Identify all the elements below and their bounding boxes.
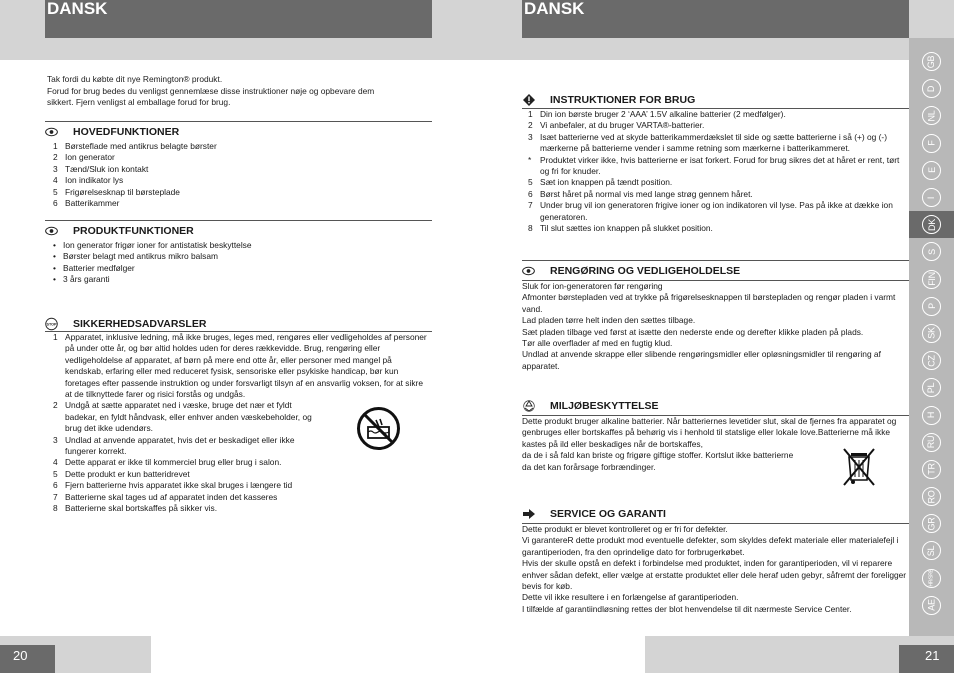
language-code: FIN <box>926 272 937 286</box>
eye-icon <box>45 127 58 137</box>
language-code: TR <box>926 463 937 476</box>
arrow-right-icon <box>522 509 535 519</box>
list-item-number: 6 <box>53 198 58 209</box>
list-item-number: • <box>53 240 56 250</box>
list-item-number: • <box>53 251 56 262</box>
section-title: MILJØBESKYTTELSE <box>550 400 659 412</box>
language-code: CZ <box>926 354 937 367</box>
language-code: H <box>926 411 937 419</box>
list-item-text: Apparatet, inklusive ledning, må ikke bruges, leges med, rengøres eller vedligeholdes af personer på under otte år, og bør altid holdes uden for deres rækkevidde. Brug, rengøring eller vedligeholdelse af apparatet, af børn på mere end otte år, eller personer med mangel på kendskab, erfaring eller med reduceret fysisk, sensoriske eller psykiske handicap, bør kun foretages efter passende instruktion og under forsvarligt tilsyn af en ansvarlig voksen, for at sikre at de tilknyttede farer og risici forstås og undgås. <box>65 332 427 400</box>
language-circle <box>922 324 941 343</box>
language-tab-sl[interactable] <box>909 537 954 564</box>
service-text: Dette produkt er blevet kontrolleret og er fri for defekter. Vi garantereR dette produkt mod eventuelle defekter, som skyldes defekt materiale eller materialefejl i garantiperioden, fra den oprindelige dato for forbrugerkøbet. Hvis der skulle opstå en defekt i forbindelse med produktet, inden for garantiperioden, vil vi reparere enhver sådan defekt, eller vælge at erstatte produktet eller dele heraf uden gebyr, såfremt der foreligger bevis for køb. Dette vil ikke resultere i en forlængelse af garantiperioden. I tilfælde af garantiindløsning rettes der blot henvendelse til dit nærmeste Service Center. <box>522 523 909 615</box>
list-item <box>51 251 432 262</box>
language-circle <box>922 487 941 506</box>
list-item-number: • <box>53 262 56 273</box>
list-item-number: 2 <box>528 120 533 131</box>
list-item-text: Frigørelsesknap til børsteplade <box>65 186 180 197</box>
list-item <box>53 198 432 209</box>
list-item-number: 3 <box>53 434 58 445</box>
language-code: AE <box>926 599 937 612</box>
section-title: SERVICE OG GARANTI <box>550 508 666 520</box>
intro-line: Tak fordi du købte dit nye Remington® produkt. <box>47 74 223 84</box>
section-title: SIKKERHEDSADVARSLER <box>73 318 207 330</box>
list-item <box>53 164 432 175</box>
list-item-text: Batterikammer <box>65 198 120 209</box>
language-code: SL <box>926 545 937 557</box>
language-code: E <box>926 167 937 174</box>
language-code: HR/SRB <box>928 569 935 587</box>
language-code: D <box>926 85 937 92</box>
list-item-text: Batterier medfølger <box>63 262 135 273</box>
list-item-text: Børst håret på normal vis med lange strøg gennem håret. <box>540 188 753 199</box>
intro-line: sikkert. Fjern venligst al emballage forud for brug. <box>47 97 231 107</box>
language-code: S <box>926 249 937 255</box>
list-item <box>53 480 432 491</box>
list-item-number: 8 <box>53 503 58 514</box>
list-item <box>51 240 432 251</box>
list-item-number: 2 <box>53 152 58 163</box>
language-circle <box>922 514 941 533</box>
language-code: PL <box>926 382 937 394</box>
list-item-number: 3 <box>528 131 533 142</box>
language-tab-s[interactable] <box>909 238 954 265</box>
list-item-number: 6 <box>53 480 58 491</box>
language-tab-nl[interactable] <box>909 102 954 129</box>
eye-icon <box>522 266 535 276</box>
language-code: P <box>926 303 937 310</box>
language-circle <box>922 541 941 560</box>
language-tab-dk[interactable] <box>909 211 954 238</box>
list-item <box>53 492 432 503</box>
list-item-text: Isæt batterierne ved at skyde batterikammerdækslet til side og sætte batterierne i så (+) og (-) mærkerne på batterierne vender i samme retning som mærkerne i batterikammeret. <box>540 131 888 154</box>
eye-icon <box>45 226 58 236</box>
language-circle <box>922 215 941 234</box>
language-circle <box>922 596 941 615</box>
language-code: RU <box>926 436 937 449</box>
language-code: GB <box>926 55 937 68</box>
list-item <box>528 189 909 200</box>
list-item-number: 5 <box>528 177 533 188</box>
list-item-text: Fjern batterierne hvis apparatet ikke skal bruges i længere tid <box>65 480 293 491</box>
page-title-right: DANSK <box>522 0 909 38</box>
list-item-number: 7 <box>53 491 58 502</box>
list-item-text: Til slut sættes ion knappen på slukket position. <box>540 223 713 234</box>
list-item <box>528 155 909 178</box>
list-item-number: 1 <box>53 141 58 151</box>
section-rengoring <box>522 260 909 372</box>
list-item-text: Tænd/Sluk ion kontakt <box>65 163 149 174</box>
list-item <box>53 332 432 400</box>
recycle-icon <box>522 401 535 411</box>
language-circle <box>922 569 941 588</box>
list-item-number: • <box>53 274 56 285</box>
list-item-number: 5 <box>53 468 58 479</box>
list-item-text: Undlad at anvende apparatet, hvis det er beskadiget eller ikke fungerer korrekt. <box>65 434 295 457</box>
list-item-number: 6 <box>528 188 533 199</box>
list-item-text: Batterierne skal bortskaffes på sikker vis. <box>65 503 218 514</box>
list-item <box>51 274 432 285</box>
language-tab-hr-srb[interactable] <box>909 565 954 592</box>
language-tab-ae[interactable] <box>909 592 954 619</box>
list-item-text: Undgå at sætte apparatet ned i væske, bruge det nær et fyldt badekar, en fyldt håndvask, eller enhver anden væskebeholder, og brug det ikke udendørs. <box>65 400 312 434</box>
language-circle <box>922 406 941 425</box>
list-item-text: Ion generator frigør ioner for antistatisk beskyttelse <box>63 240 252 250</box>
feature-list <box>45 240 432 286</box>
section-title: PRODUKTFUNKTIONER <box>73 225 194 237</box>
language-circle <box>922 106 941 125</box>
list-item-text: Ion generator <box>65 152 115 163</box>
feature-list <box>45 141 432 209</box>
language-tab-fin[interactable] <box>909 266 954 293</box>
language-circle <box>922 79 941 98</box>
language-tab-gb[interactable] <box>909 48 954 75</box>
list-item-text: Børsteflade med antikrus belagte børster <box>65 141 217 151</box>
list-item-text: Vi anbefaler, at du bruger VARTA®-batterier. <box>540 120 705 131</box>
language-circle <box>922 270 941 289</box>
intro-line: Forud for brug bedes du venligst gennemlæse disse instruktioner nøje og opbevare dem <box>47 85 375 96</box>
stop-icon-label: STOP <box>46 322 57 327</box>
language-circle <box>922 188 941 207</box>
language-circle <box>922 242 941 261</box>
section-service <box>522 504 909 615</box>
stop-icon <box>45 319 58 329</box>
language-circle <box>922 297 941 316</box>
language-tab-ro[interactable] <box>909 483 954 510</box>
language-code: DK <box>926 218 937 231</box>
list-item-text: Produktet virker ikke, hvis batterierne er isat forkert. Forud for brug sikres det at håret er rent, tørt og fri for knuder. <box>540 154 900 177</box>
list-item <box>53 141 432 152</box>
list-item <box>53 457 432 468</box>
language-circle <box>922 134 941 153</box>
section-hovedfunktioner <box>45 121 432 209</box>
language-code: RO <box>926 490 937 504</box>
language-tab-p[interactable] <box>909 293 954 320</box>
instruction-list <box>522 109 909 234</box>
list-item-number: 8 <box>528 223 533 234</box>
list-item <box>528 177 909 188</box>
language-circle <box>922 378 941 397</box>
list-item <box>528 132 909 155</box>
language-tab-cz[interactable] <box>909 347 954 374</box>
language-code: GR <box>926 517 937 531</box>
list-item-number: 3 <box>53 163 58 174</box>
list-item-text: Din ion børste bruger 2 ‘AAA’ 1.5V alkaline batterier (2 medfølger). <box>540 109 786 119</box>
language-tab-sk[interactable] <box>909 320 954 347</box>
language-circle <box>922 433 941 452</box>
list-item <box>53 469 432 480</box>
language-tab-f[interactable] <box>909 130 954 157</box>
section-title: INSTRUKTIONER FOR BRUG <box>550 94 696 106</box>
language-tab-pl[interactable] <box>909 374 954 401</box>
language-code: SK <box>926 327 937 340</box>
list-item-text: Batterierne skal tages ud af apparatet inden det kasseres <box>65 491 278 502</box>
intro-text <box>47 74 427 109</box>
weee-bin-icon <box>840 447 878 487</box>
list-item <box>53 187 432 198</box>
section-title: RENGØRING OG VEDLIGEHOLDELSE <box>550 265 741 277</box>
list-item <box>528 200 909 223</box>
list-item <box>51 263 432 274</box>
language-tab-d[interactable] <box>909 75 954 102</box>
language-code: NL <box>926 110 937 122</box>
list-item-text: Sæt ion knappen på tændt position. <box>540 177 673 188</box>
environment-text: Dette produkt bruger alkaline batterier. Når batteriernes levetider slut, skal de fjernes fra apparatet og genbruges eller bortskaffes på behørig vis i henhold til statslige eller lokale love.Batterierne må ikke kastes på ild eller beskadiges når de bortskaffes, da de i så fald kan briste og frigøre giftige stoffer. Kortslut ikke batterierne da det kan forårsage forbrændinger. <box>522 415 909 473</box>
list-item-text: 3 års garanti <box>63 274 110 285</box>
language-tab-ru[interactable] <box>909 429 954 456</box>
language-circle <box>922 351 941 370</box>
language-tab-i[interactable] <box>909 184 954 211</box>
warning-icon <box>522 95 535 105</box>
list-item <box>528 109 909 120</box>
list-item <box>53 503 432 514</box>
section-title: HOVEDFUNKTIONER <box>73 126 180 138</box>
language-tab-list <box>909 48 954 619</box>
cleaning-text: Sluk for ion-generatoren før rengøring Afmonter børstepladen ved at trykke på frigørelsesknappen til børstepladen og rengør pladen i varmt vand. Lad pladen tørre helt inden den sættes tilbage. Sæt pladen tilbage ved først at isætte den nederste ende og derefter klikke pladen på plads. Tør alle overflader af med en fugtig klud. Undlad at anvende skrappe eller slibende rengøringsmidler eller opløsningsmidler til rengøring af apparatet. <box>522 280 909 372</box>
language-code: I <box>926 196 937 199</box>
language-code: F <box>926 140 937 146</box>
list-item-number: 2 <box>53 400 58 411</box>
list-item-text: Ion indikator lys <box>65 175 124 186</box>
language-circle <box>922 161 941 180</box>
section-instruktioner <box>522 90 909 234</box>
list-item <box>528 223 909 234</box>
page-number-left: 20 <box>0 645 55 673</box>
language-tab-gr[interactable] <box>909 510 954 537</box>
list-item-text: Under brug vil ion generatoren frigive ioner og ion indikatoren vil lyse. Pas på ikke at dække ion generatoren. <box>540 200 893 222</box>
language-circle <box>922 460 941 479</box>
list-item <box>53 152 432 163</box>
list-item-number: 4 <box>53 175 58 186</box>
list-item-number: 1 <box>53 332 58 342</box>
language-tab-h[interactable] <box>909 401 954 428</box>
section-produktfunktioner <box>45 220 432 286</box>
no-water-icon <box>356 406 401 451</box>
page-number-right: 21 <box>899 645 954 673</box>
list-item-text: Dette apparat er ikke til kommerciel brug eller brug i salon. <box>65 457 282 468</box>
list-item-number: 1 <box>528 109 533 119</box>
language-circle <box>922 52 941 71</box>
language-tab-e[interactable] <box>909 157 954 184</box>
list-item-number: 7 <box>528 200 533 211</box>
list-item-number: * <box>528 154 532 165</box>
list-item <box>53 175 432 186</box>
list-item <box>528 120 909 131</box>
language-tab-tr[interactable] <box>909 456 954 483</box>
list-item-number: 4 <box>53 457 58 468</box>
list-item-text: Børster belagt med antikrus mikro balsam <box>63 251 218 262</box>
page-title-left: DANSK <box>45 0 432 38</box>
list-item-number: 5 <box>53 186 58 197</box>
list-item-text: Dette produkt er kun batteridrevet <box>65 468 190 479</box>
